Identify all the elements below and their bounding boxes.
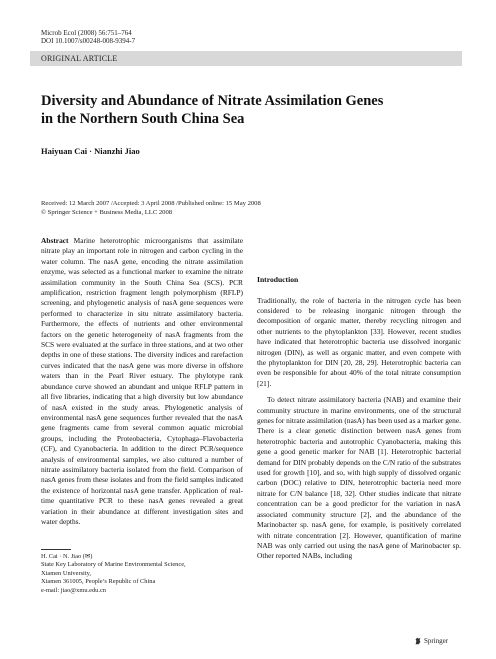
footnote-line: State Key Laboratory of Marine Environmental Science, [41,561,186,569]
author-list: Haiyuan Cai · Nianzhi Jiao [41,146,140,156]
intro-paragraph: Traditionally, the role of bacteria in the nitrogen cycle has been considered to be releasing inorganic nitrogen through the decomposition of organic matter, thereby recycling nitrogen and other nutrients to the phytoplankton [33]. However, recent studies have indicated that heterotrophic bacteria use dissolved inorganic nitrogen (DIN), as well as organic matter, and even compete with the phytoplankton for DIN [20, 28, 29]. Heterotrophic bacteria can even be responsible for about 40% of the total nitrate consumption [21]. [257,295,461,388]
doi-line: DOI 10.1007/s00248-008-9394-7 [41,37,136,45]
article-title [41,92,461,128]
publisher-name: Springer [424,637,449,645]
journal-citation: Microb Ecol (2008) 56:751–764 [41,29,132,37]
introduction-heading: Introduction [257,275,299,285]
section-label: ORIGINAL ARTICLE [41,54,118,63]
footnote-line: Xiamen 361005, People’s Republic of China [41,578,156,586]
dates-line: Received: 12 March 2007 /Accepted: 3 April 2008 /Published online: 15 May 2008 [41,200,261,207]
copyright-line: © Springer Science + Business Media, LLC 2008 [41,208,173,216]
abstract-label: Abstract [41,236,69,245]
footnote-line: Xiamen University, [41,569,91,577]
publisher-mark [414,637,448,645]
title-line: Diversity and Abundance of Nitrate Assimilation Genes [41,93,384,109]
abstract-column [41,236,243,527]
abstract-text: Marine heterotrophic microorganisms that assimilate nitrate play an important role in nitrogen and carbon cycling in the water column. The nasA gene, encoding the nitrate assimilation enzyme, was selected as a functional marker to examine the nitrate assimilation community in the South China Sea (SCS). PCR amplification, restriction fragment length polymorphism (RFLP) screening, and phylogenetic analysis of nasA gene sequences were performed to characterize in situ nitrate assimilatory bacteria. Furthermore, the effects of nutrients and other environmental factors on the genetic heterogeneity of nasA fragments from the SCS were evaluated at the surface in three stations, and at two other depths in one of these stations. The diversity indices and rarefaction curves indicated that the nasA gene was more diverse in offshore waters than in the Pearl River estuary. The phylotype rank abundance curve showed an abundant and unique RFLP pattern in all five libraries, indicating that a high diversity but low abundance of nasA existed in the study areas. Phylogenetic analysis of environmental nasA gene sequences further revealed that the nasA gene fragments came from several common aquatic microbial groups, including the Proteobacteria, Cytophaga–Flavobacteria (CF), and Cyanobacteria. In addition to the direct PCR/sequence analysis of environmental samples, we also cultured a number of nitrate assimilatory bacteria isolated from the field. Comparison of nasA genes from these isolates and from the field samples indicated the existence of horizontal nasA gene transfer. Application of real-time quantitative PCR to these nasA genes revealed a great variation in their abundance at different investigation sites and water depths. [41,236,243,526]
intro-paragraph: To detect nitrate assimilatory bacteria (NAB) and examine their community structure in marine environments, one of the structural genes for nitrate assimilation (nasA) has been used as a marker gene. There is a clear genetic distinction between nasA genes from heterotrophic bacteria and autotrophic Cyanobacteria, making this gene a good genetic marker for NAB [1]. Heterotrophic bacterial demand for DIN probably depends on the C/N ratio of the substrates used for growth [10], and so, with high supply of dissolved organic carbon (DOC) relative to DIN, heterotrophic bacteria need more nitrate for C/N balance [18, 32]. Other studies indicate that nitrate concentration can be a good predictor for the variation in nasA associated community structure [2], and the abundance of the Marinobacter sp. nasA gene, for example, is positively correlated with nitrate concentration [2]. However, quantification of marine NAB was only carried out using the nasA gene of Marinobacter sp. Other reported NABs, including [257,395,461,561]
affiliation-footnote [41,553,241,595]
footnote-divider [41,549,71,550]
footnote-email: e-mail: jiao@xmu.edu.cn [41,586,106,594]
section-band [30,51,462,66]
springer-horse-icon [414,637,422,645]
abstract [41,236,243,527]
publication-history [41,200,261,217]
right-column [257,236,461,562]
footnote-authors: H. Cai · N. Jiao (✉) [41,553,93,560]
title-line: in the Northern South China Sea [41,111,245,127]
